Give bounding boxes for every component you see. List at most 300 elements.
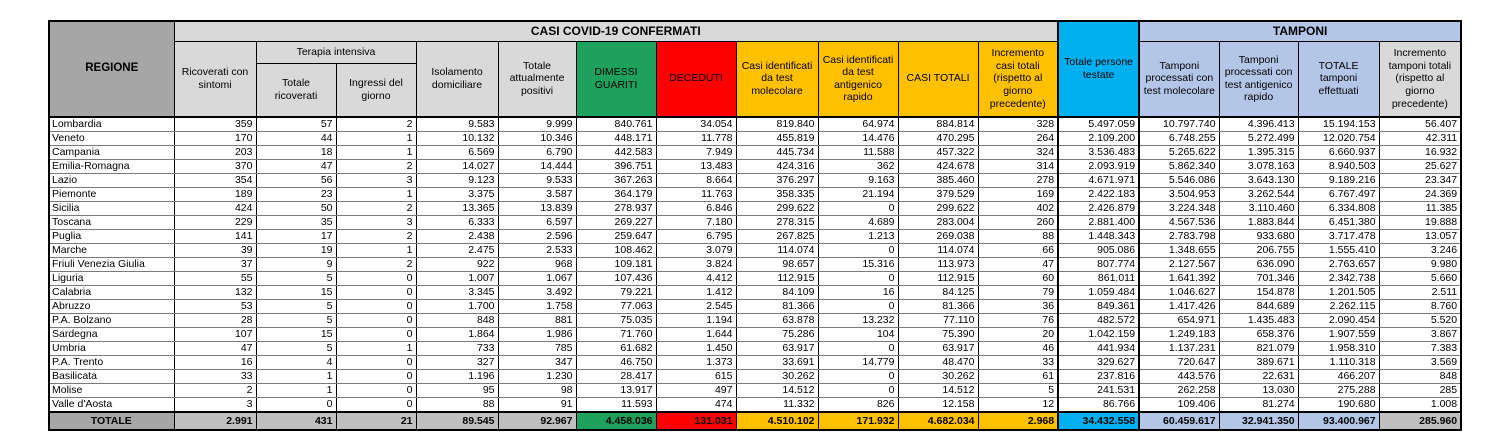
value-cell: 6.569	[416, 146, 498, 160]
value-cell: 1.555.410	[1298, 244, 1379, 258]
value-cell: 267.825	[736, 230, 818, 244]
value-cell: 35	[256, 216, 336, 230]
value-cell: 848	[1379, 370, 1461, 384]
value-cell: 13.839	[498, 202, 576, 216]
header-incremento-tamponi-totali: Incremento tamponi totali (rispetto al giorno precedente)	[1379, 41, 1461, 117]
total-label-cell: TOTALE	[49, 412, 174, 430]
value-cell: 785	[498, 342, 576, 356]
value-cell: 1.348.655	[1139, 244, 1219, 258]
value-cell: 0	[818, 300, 898, 314]
value-cell: 11.593	[576, 398, 656, 413]
value-cell: 354	[174, 174, 256, 188]
value-cell: 108.462	[576, 244, 656, 258]
value-cell: 46.750	[576, 356, 656, 370]
value-cell: 278	[978, 174, 1058, 188]
value-cell: 66	[978, 244, 1058, 258]
value-cell: 0	[336, 314, 416, 328]
value-cell: 2.783.798	[1139, 230, 1219, 244]
value-cell: 13.483	[656, 160, 736, 174]
value-cell: 1.213	[818, 230, 898, 244]
value-cell: 2	[336, 160, 416, 174]
value-cell: 10.797.740	[1139, 117, 1219, 132]
header-group-tamponi: TAMPONI	[1139, 21, 1461, 41]
value-cell: 203	[174, 146, 256, 160]
value-cell: 114.074	[736, 244, 818, 258]
value-cell: 457.322	[898, 146, 978, 160]
value-cell: 0	[336, 398, 416, 413]
value-cell: 259.647	[576, 230, 656, 244]
value-cell: 55	[174, 272, 256, 286]
region-row	[49, 188, 1461, 202]
value-cell: 3	[336, 174, 416, 188]
value-cell: 402	[978, 202, 1058, 216]
value-cell: 1.700	[416, 300, 498, 314]
region-row	[49, 384, 1461, 398]
value-cell: 30.262	[736, 370, 818, 384]
value-cell: 9.189.216	[1298, 174, 1379, 188]
value-cell: 84.125	[898, 286, 978, 300]
value-cell: 1.412	[656, 286, 736, 300]
value-cell: 112.915	[898, 272, 978, 286]
value-cell: 189	[174, 188, 256, 202]
value-cell: 7.949	[656, 146, 736, 160]
value-cell: 12.020.754	[1298, 132, 1379, 146]
value-cell: 3.078.163	[1219, 160, 1298, 174]
value-cell: 3.824	[656, 258, 736, 272]
value-cell: 299.622	[736, 202, 818, 216]
value-cell: 1.883.844	[1219, 216, 1298, 230]
value-cell: 861.011	[1058, 272, 1139, 286]
value-cell: 23.347	[1379, 174, 1461, 188]
value-cell: 14.779	[818, 356, 898, 370]
value-cell: 1.373	[656, 356, 736, 370]
value-cell: 2.426.879	[1058, 202, 1139, 216]
value-cell: 658.376	[1219, 328, 1298, 342]
value-cell: 2	[174, 384, 256, 398]
value-cell: 4.412	[656, 272, 736, 286]
total-value-cell: 34.432.558	[1058, 412, 1139, 430]
total-value-cell: 4.510.102	[736, 412, 818, 430]
total-value-cell: 32.941.350	[1219, 412, 1298, 430]
total-value-cell: 89.545	[416, 412, 498, 430]
value-cell: 819.840	[736, 117, 818, 132]
value-cell: 88	[978, 230, 1058, 244]
value-cell: 443.576	[1139, 370, 1219, 384]
header-tamponi-test-molecolare: Tamponi processati con test molecolare	[1139, 41, 1219, 117]
value-cell: 6.846	[656, 202, 736, 216]
header-isolamento-domiciliare: Isolamento domiciliare	[416, 41, 498, 117]
total-value-cell: 21	[336, 412, 416, 430]
region-name-cell: Calabria	[49, 286, 174, 300]
value-cell: 77.110	[898, 314, 978, 328]
value-cell: 445.734	[736, 146, 818, 160]
value-cell: 104	[818, 328, 898, 342]
value-cell: 63.878	[736, 314, 818, 328]
value-cell: 18	[256, 146, 336, 160]
value-cell: 701.346	[1219, 272, 1298, 286]
value-cell: 264	[978, 132, 1058, 146]
region-row	[49, 117, 1461, 132]
value-cell: 3.492	[498, 286, 576, 300]
value-cell: 1.007	[416, 272, 498, 286]
value-cell: 455.819	[736, 132, 818, 146]
value-cell: 6.748.255	[1139, 132, 1219, 146]
covid-regions-table	[48, 20, 1462, 431]
value-cell: 1.110.318	[1298, 356, 1379, 370]
value-cell: 1.758	[498, 300, 576, 314]
value-cell: 17	[256, 230, 336, 244]
header-totale-persone-testate: Totale persone testate	[1058, 21, 1139, 117]
value-cell: 3.504.953	[1139, 188, 1219, 202]
value-cell: 283.004	[898, 216, 978, 230]
header-totale-attualmente-positivi: Totale attualmente positivi	[498, 41, 576, 117]
value-cell: 1.196	[416, 370, 498, 384]
value-cell: 1.417.426	[1139, 300, 1219, 314]
value-cell: 79.221	[576, 286, 656, 300]
value-cell: 5	[256, 300, 336, 314]
total-value-cell: 131.031	[656, 412, 736, 430]
value-cell: 615	[656, 370, 736, 384]
header-casi-totali: CASI TOTALI	[898, 41, 978, 117]
value-cell: 13.030	[1219, 384, 1298, 398]
value-cell: 2	[336, 202, 416, 216]
header-terapia-intensiva: Terapia intensiva	[256, 41, 416, 63]
value-cell: 733	[416, 342, 498, 356]
value-cell: 807.774	[1058, 258, 1139, 272]
value-cell: 0	[336, 356, 416, 370]
region-name-cell: Piemonte	[49, 188, 174, 202]
value-cell: 328	[978, 117, 1058, 132]
region-name-cell: Lombardia	[49, 117, 174, 132]
value-cell: 260	[978, 216, 1058, 230]
value-cell: 8.940.503	[1298, 160, 1379, 174]
region-row	[49, 216, 1461, 230]
value-cell: 0	[336, 300, 416, 314]
value-cell: 132	[174, 286, 256, 300]
value-cell: 169	[978, 188, 1058, 202]
total-value-cell: 431	[256, 412, 336, 430]
region-row	[49, 202, 1461, 216]
value-cell: 2.763.657	[1298, 258, 1379, 272]
value-cell: 2.127.567	[1139, 258, 1219, 272]
value-cell: 36	[978, 300, 1058, 314]
value-cell: 968	[498, 258, 576, 272]
value-cell: 229	[174, 216, 256, 230]
value-cell: 9.163	[818, 174, 898, 188]
value-cell: 6.795	[656, 230, 736, 244]
value-cell: 5	[256, 314, 336, 328]
value-cell: 424.316	[736, 160, 818, 174]
value-cell: 3.224.348	[1139, 202, 1219, 216]
value-cell: 1	[336, 244, 416, 258]
value-cell: 20	[978, 328, 1058, 342]
value-cell: 1.450	[656, 342, 736, 356]
value-cell: 6.333	[416, 216, 498, 230]
value-cell: 278.937	[576, 202, 656, 216]
value-cell: 30.262	[898, 370, 978, 384]
value-cell: 3.375	[416, 188, 498, 202]
value-cell: 5.660	[1379, 272, 1461, 286]
value-cell: 39	[174, 244, 256, 258]
value-cell: 33	[978, 356, 1058, 370]
region-row	[49, 272, 1461, 286]
value-cell: 821.079	[1219, 342, 1298, 356]
header-casi-test-molecolare: Casi identificati da test molecolare	[736, 41, 818, 117]
value-cell: 14.444	[498, 160, 576, 174]
region-row	[49, 244, 1461, 258]
value-cell: 95	[416, 384, 498, 398]
value-cell: 11.385	[1379, 202, 1461, 216]
value-cell: 5	[978, 384, 1058, 398]
total-value-cell: 4.458.036	[576, 412, 656, 430]
value-cell: 107.436	[576, 272, 656, 286]
value-cell: 1.008	[1379, 398, 1461, 413]
value-cell: 64.974	[818, 117, 898, 132]
value-cell: 15	[256, 328, 336, 342]
value-cell: 33	[174, 370, 256, 384]
value-cell: 237.816	[1058, 370, 1139, 384]
value-cell: 47	[174, 342, 256, 356]
value-cell: 1.194	[656, 314, 736, 328]
value-cell: 190.680	[1298, 398, 1379, 413]
value-cell: 636.090	[1219, 258, 1298, 272]
value-cell: 370	[174, 160, 256, 174]
value-cell: 314	[978, 160, 1058, 174]
value-cell: 47	[256, 160, 336, 174]
value-cell: 329.627	[1058, 356, 1139, 370]
value-cell: 922	[416, 258, 498, 272]
value-cell: 2.475	[416, 244, 498, 258]
value-cell: 28.417	[576, 370, 656, 384]
value-cell: 0	[336, 286, 416, 300]
value-cell: 362	[818, 160, 898, 174]
value-cell: 9.980	[1379, 258, 1461, 272]
value-cell: 4.567.536	[1139, 216, 1219, 230]
value-cell: 3.262.544	[1219, 188, 1298, 202]
value-cell: 81.366	[898, 300, 978, 314]
value-cell: 2.881.400	[1058, 216, 1139, 230]
header-dimessi-guariti: DIMESSI GUARITI	[576, 41, 656, 117]
value-cell: 12.158	[898, 398, 978, 413]
value-cell: 1	[336, 342, 416, 356]
header-ricoverati-con-sintomi: Ricoverati con sintomi	[174, 41, 256, 117]
value-cell: 275.288	[1298, 384, 1379, 398]
header-ti-ingressi-del-giorno: Ingressi del giorno	[336, 63, 416, 117]
region-name-cell: Emilia-Romagna	[49, 160, 174, 174]
value-cell: 2.545	[656, 300, 736, 314]
value-cell: 0	[336, 328, 416, 342]
value-cell: 63.917	[736, 342, 818, 356]
value-cell: 442.583	[576, 146, 656, 160]
total-value-cell: 92.967	[498, 412, 576, 430]
value-cell: 1.907.559	[1298, 328, 1379, 342]
value-cell: 2.596	[498, 230, 576, 244]
value-cell: 6.334.808	[1298, 202, 1379, 216]
value-cell: 6.767.497	[1298, 188, 1379, 202]
value-cell: 13.917	[576, 384, 656, 398]
value-cell: 77.063	[576, 300, 656, 314]
header-regione: REGIONE	[49, 21, 174, 117]
value-cell: 14.027	[416, 160, 498, 174]
value-cell: 15	[256, 286, 336, 300]
total-value-cell: 93.400.967	[1298, 412, 1379, 430]
value-cell: 933.680	[1219, 230, 1298, 244]
total-value-cell: 2.968	[978, 412, 1058, 430]
value-cell: 75.035	[576, 314, 656, 328]
value-cell: 1	[256, 370, 336, 384]
value-cell: 359	[174, 117, 256, 132]
value-cell: 14.512	[736, 384, 818, 398]
value-cell: 2	[336, 258, 416, 272]
value-cell: 3.110.460	[1219, 202, 1298, 216]
region-row	[49, 328, 1461, 342]
value-cell: 81.366	[736, 300, 818, 314]
value-cell: 10.132	[416, 132, 498, 146]
region-name-cell: P.A. Bolzano	[49, 314, 174, 328]
value-cell: 57	[256, 117, 336, 132]
value-cell: 1.046.627	[1139, 286, 1219, 300]
value-cell: 107	[174, 328, 256, 342]
value-cell: 1.230	[498, 370, 576, 384]
table-body	[49, 117, 1461, 430]
value-cell: 3.867	[1379, 328, 1461, 342]
value-cell: 71.760	[576, 328, 656, 342]
value-cell: 720.647	[1139, 356, 1219, 370]
value-cell: 497	[656, 384, 736, 398]
value-cell: 9.583	[416, 117, 498, 132]
value-cell: 6.597	[498, 216, 576, 230]
value-cell: 44	[256, 132, 336, 146]
value-cell: 6.790	[498, 146, 576, 160]
value-cell: 470.295	[898, 132, 978, 146]
value-cell: 1.986	[498, 328, 576, 342]
value-cell: 849.361	[1058, 300, 1139, 314]
value-cell: 5	[256, 342, 336, 356]
value-cell: 10.346	[498, 132, 576, 146]
header-group-casi-confermati: CASI COVID-19 CONFERMATI	[174, 21, 1058, 41]
value-cell: 1.201.505	[1298, 286, 1379, 300]
value-cell: 50	[256, 202, 336, 216]
value-cell: 9.533	[498, 174, 576, 188]
value-cell: 109.181	[576, 258, 656, 272]
value-cell: 385.460	[898, 174, 978, 188]
value-cell: 170	[174, 132, 256, 146]
value-cell: 1.395.315	[1219, 146, 1298, 160]
value-cell: 0	[818, 370, 898, 384]
value-cell: 28	[174, 314, 256, 328]
value-cell: 91	[498, 398, 576, 413]
value-cell: 1.249.183	[1139, 328, 1219, 342]
value-cell: 13.057	[1379, 230, 1461, 244]
value-cell: 46	[978, 342, 1058, 356]
value-cell: 63.917	[898, 342, 978, 356]
value-cell: 3.246	[1379, 244, 1461, 258]
value-cell: 2	[336, 117, 416, 132]
value-cell: 4	[256, 356, 336, 370]
value-cell: 4.689	[818, 216, 898, 230]
region-row	[49, 286, 1461, 300]
region-name-cell: Veneto	[49, 132, 174, 146]
value-cell: 2.511	[1379, 286, 1461, 300]
value-cell: 1.067	[498, 272, 576, 286]
value-cell: 8.760	[1379, 300, 1461, 314]
region-row	[49, 370, 1461, 384]
value-cell: 3	[174, 398, 256, 413]
value-cell: 1	[256, 384, 336, 398]
value-cell: 14.512	[898, 384, 978, 398]
value-cell: 154.878	[1219, 286, 1298, 300]
value-cell: 3.536.483	[1058, 146, 1139, 160]
value-cell: 0	[336, 384, 416, 398]
value-cell: 3.345	[416, 286, 498, 300]
value-cell: 848	[416, 314, 498, 328]
value-cell: 1.448.343	[1058, 230, 1139, 244]
region-row	[49, 258, 1461, 272]
region-row	[49, 230, 1461, 244]
region-name-cell: Campania	[49, 146, 174, 160]
value-cell: 3.569	[1379, 356, 1461, 370]
value-cell: 241.531	[1058, 384, 1139, 398]
value-cell: 1	[336, 132, 416, 146]
value-cell: 0	[818, 202, 898, 216]
value-cell: 206.755	[1219, 244, 1298, 258]
value-cell: 11.778	[656, 132, 736, 146]
value-cell: 0	[336, 272, 416, 286]
value-cell: 56	[256, 174, 336, 188]
value-cell: 324	[978, 146, 1058, 160]
value-cell: 826	[818, 398, 898, 413]
value-cell: 60	[978, 272, 1058, 286]
value-cell: 2.533	[498, 244, 576, 258]
value-cell: 1.641.392	[1139, 272, 1219, 286]
value-cell: 269.038	[898, 230, 978, 244]
total-value-cell: 60.459.617	[1139, 412, 1219, 430]
value-cell: 2.422.183	[1058, 188, 1139, 202]
value-cell: 7.383	[1379, 342, 1461, 356]
header-incremento-casi-totali: Incremento casi totali (rispetto al giorno precedente)	[978, 41, 1058, 117]
region-name-cell: Valle d'Aosta	[49, 398, 174, 413]
region-row	[49, 146, 1461, 160]
value-cell: 48.470	[898, 356, 978, 370]
header-deceduti: DECEDUTI	[656, 41, 736, 117]
value-cell: 881	[498, 314, 576, 328]
value-cell: 37	[174, 258, 256, 272]
value-cell: 5.497.059	[1058, 117, 1139, 132]
value-cell: 299.622	[898, 202, 978, 216]
region-name-cell: Molise	[49, 384, 174, 398]
value-cell: 0	[818, 342, 898, 356]
value-cell: 5.862.340	[1139, 160, 1219, 174]
value-cell: 8.664	[656, 174, 736, 188]
value-cell: 114.074	[898, 244, 978, 258]
region-name-cell: Sardegna	[49, 328, 174, 342]
value-cell: 4.396.413	[1219, 117, 1298, 132]
region-name-cell: Friuli Venezia Giulia	[49, 258, 174, 272]
region-row	[49, 174, 1461, 188]
value-cell: 2.109.200	[1058, 132, 1139, 146]
value-cell: 42.311	[1379, 132, 1461, 146]
value-cell: 2.438	[416, 230, 498, 244]
value-cell: 1	[336, 188, 416, 202]
value-cell: 379.529	[898, 188, 978, 202]
value-cell: 3	[336, 216, 416, 230]
value-cell: 15.194.153	[1298, 117, 1379, 132]
value-cell: 21.194	[818, 188, 898, 202]
value-cell: 16.932	[1379, 146, 1461, 160]
value-cell: 53	[174, 300, 256, 314]
value-cell: 482.572	[1058, 314, 1139, 328]
value-cell: 1.042.159	[1058, 328, 1139, 342]
